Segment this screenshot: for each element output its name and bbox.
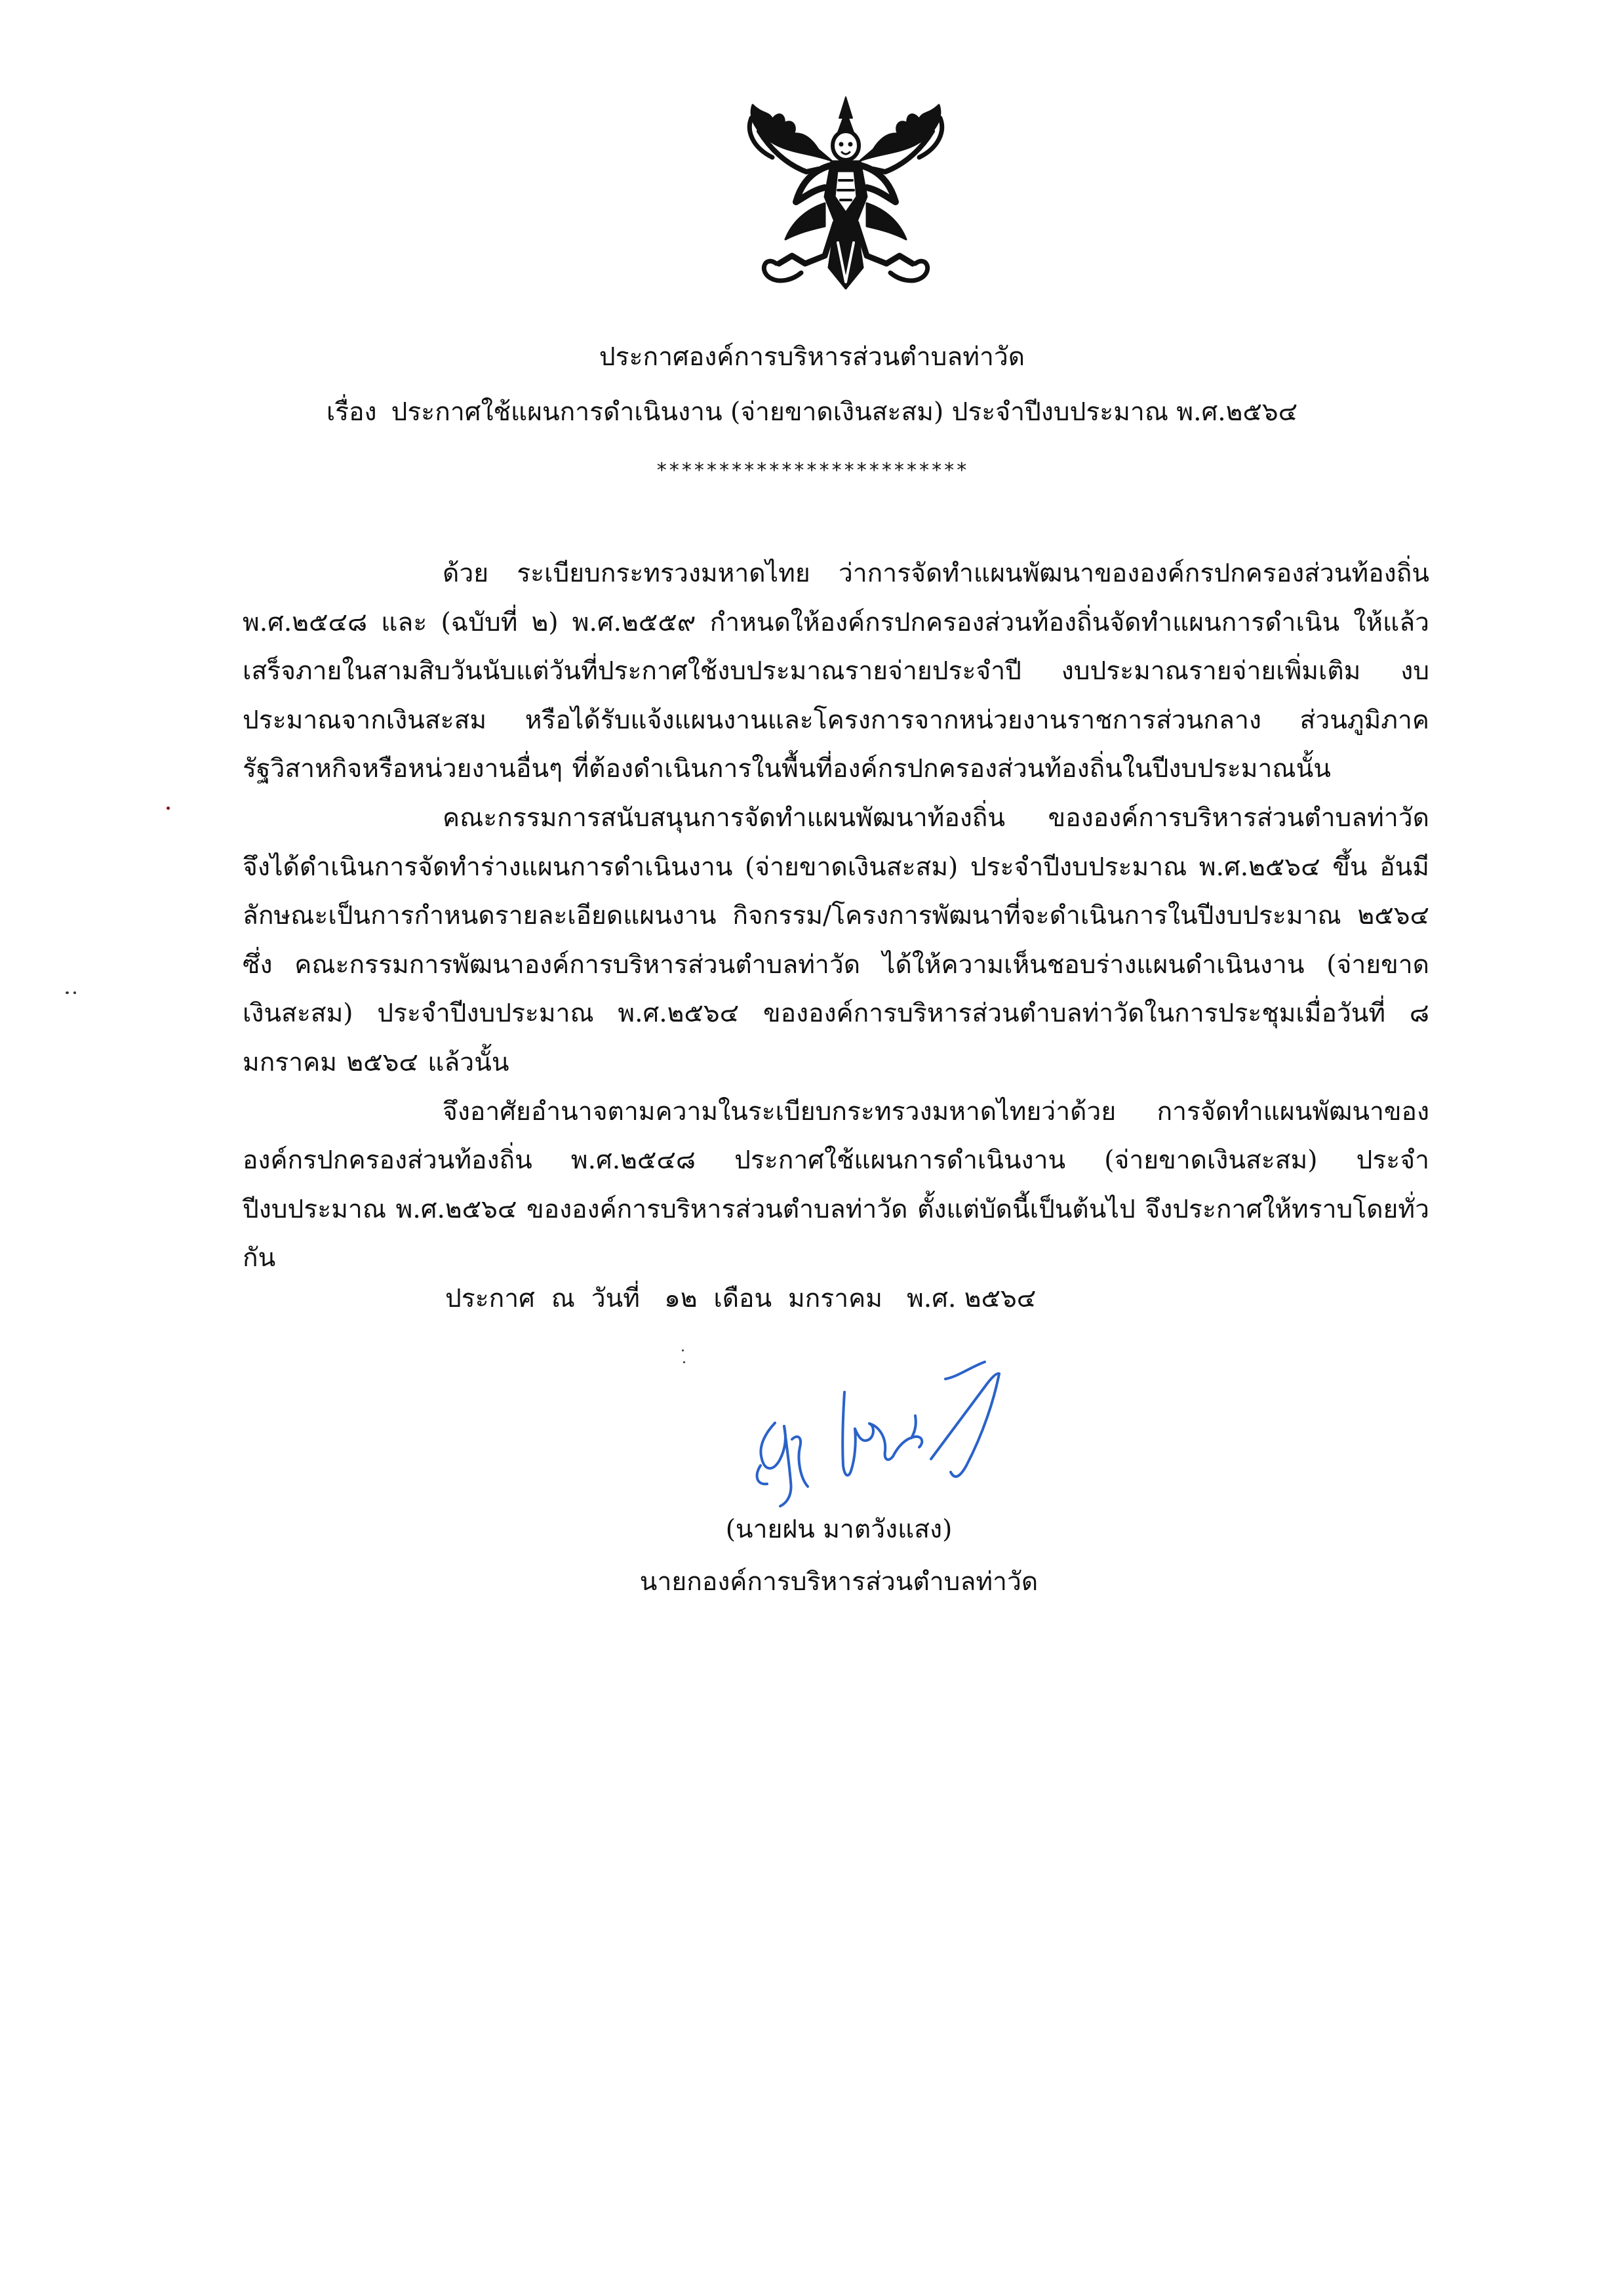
scan-speck	[683, 1361, 685, 1363]
signer-position: นายกองค์การบริหารส่วนตำบลท่าวัด	[639, 1567, 1039, 1597]
scan-speck	[73, 991, 76, 994]
body-paragraph-3: จึงอาศัยอำนาจตามความในระเบียบกระทรวงมหาดไทยว่าด้วย การจัดทำแผนพัฒนาขององค์กรปกครองส่วนท้องถิ่น พ.ศ.๒๕๔๘ ประกาศใช้แผนการดำเนินงาน (จ่ายขาดเงินสะสม) ประจำปีงบประมาณ พ.ศ.๒๕๖๔ ขององค์การบริหารส่วนตำบลท่าวัด ตั้งแต่บัดนี้เป็นต้นไป จึงประกาศให้ทราบโดยทั่วกัน	[243, 1096, 1429, 1273]
garuda-emblem-icon	[733, 92, 959, 295]
document-title: ประกาศองค์การบริหารส่วนตำบลท่าวัด	[599, 342, 1025, 372]
separator-line: *************************	[656, 459, 968, 482]
scan-speck	[682, 1349, 684, 1351]
announcement-date: ประกาศ ณ วันที่ ๑๒ เดือน มกราคม พ.ศ. ๒๕๖๔	[445, 1284, 1037, 1313]
subject-label: เรื่อง	[326, 397, 377, 427]
document-body	[243, 549, 1429, 1283]
scan-speck	[167, 807, 170, 810]
scan-speck	[66, 991, 69, 994]
body-paragraph-2: คณะกรรมการสนับสนุนการจัดทำแผนพัฒนาท้องถิ่น ขององค์การบริหารส่วนตำบลท่าวัด จึงได้ดำเนินการจัดทำร่างแผนการดำเนินงาน (จ่ายขาดเงินสะสม) ประจำปีงบประมาณ พ.ศ.๒๕๖๔ ขึ้น อันมีลักษณะเป็นการกำหนดรายละเอียดแผนงาน กิจกรรม/โครงการพัฒนาที่จะดำเนินการในปีงบประมาณ ๒๕๖๔ ซึ่ง คณะกรรมการพัฒนาองค์การบริหารส่วนตำบลท่าวัด ได้ให้ความเห็นชอบร่างแผนดำเนินงาน (จ่ายขาดเงินสะสม) ประจำปีงบประมาณ พ.ศ.๒๕๖๔ ขององค์การบริหารส่วนตำบลท่าวัดในการประชุมเมื่อวันที่ ๘ มกราคม ๒๕๖๔ แล้วนั้น	[243, 803, 1429, 1077]
document-subject	[0, 396, 1624, 429]
subject-text: ประกาศใช้แผนการดำเนินงาน (จ่ายขาดเงินสะสม) ประจำปีงบประมาณ พ.ศ.๒๕๖๔	[391, 397, 1298, 427]
handwritten-signature-icon	[734, 1361, 1016, 1525]
signer-name: (นายฝน มาตวังแสง)	[725, 1515, 953, 1544]
body-paragraph-1: ด้วย ระเบียบกระทรวงมหาดไทย ว่าการจัดทำแผนพัฒนาขององค์กรปกครองส่วนท้องถิ่น พ.ศ.๒๕๔๘ และ (ฉบับที่ ๒) พ.ศ.๒๕๕๙ กำหนดให้องค์กรปกครองส่วนท้องถิ่นจัดทำแผนการดำเนิน ให้แล้วเสร็จภายในสามสิบวันนับแต่วันที่ประกาศใช้งบประมาณรายจ่ายประจำปี งบประมาณรายจ่ายเพิ่มเติม งบประมาณจากเงินสะสม หรือได้รับแจ้งแผนงานและโครงการจากหน่วยงานราชการส่วนกลาง ส่วนภูมิภาค รัฐวิสาหกิจหรือหน่วยงานอื่นๆ ที่ต้องดำเนินการในพื้นที่องค์กรปกครองส่วนท้องถิ่นในปีงบประมาณนั้น	[243, 559, 1429, 784]
